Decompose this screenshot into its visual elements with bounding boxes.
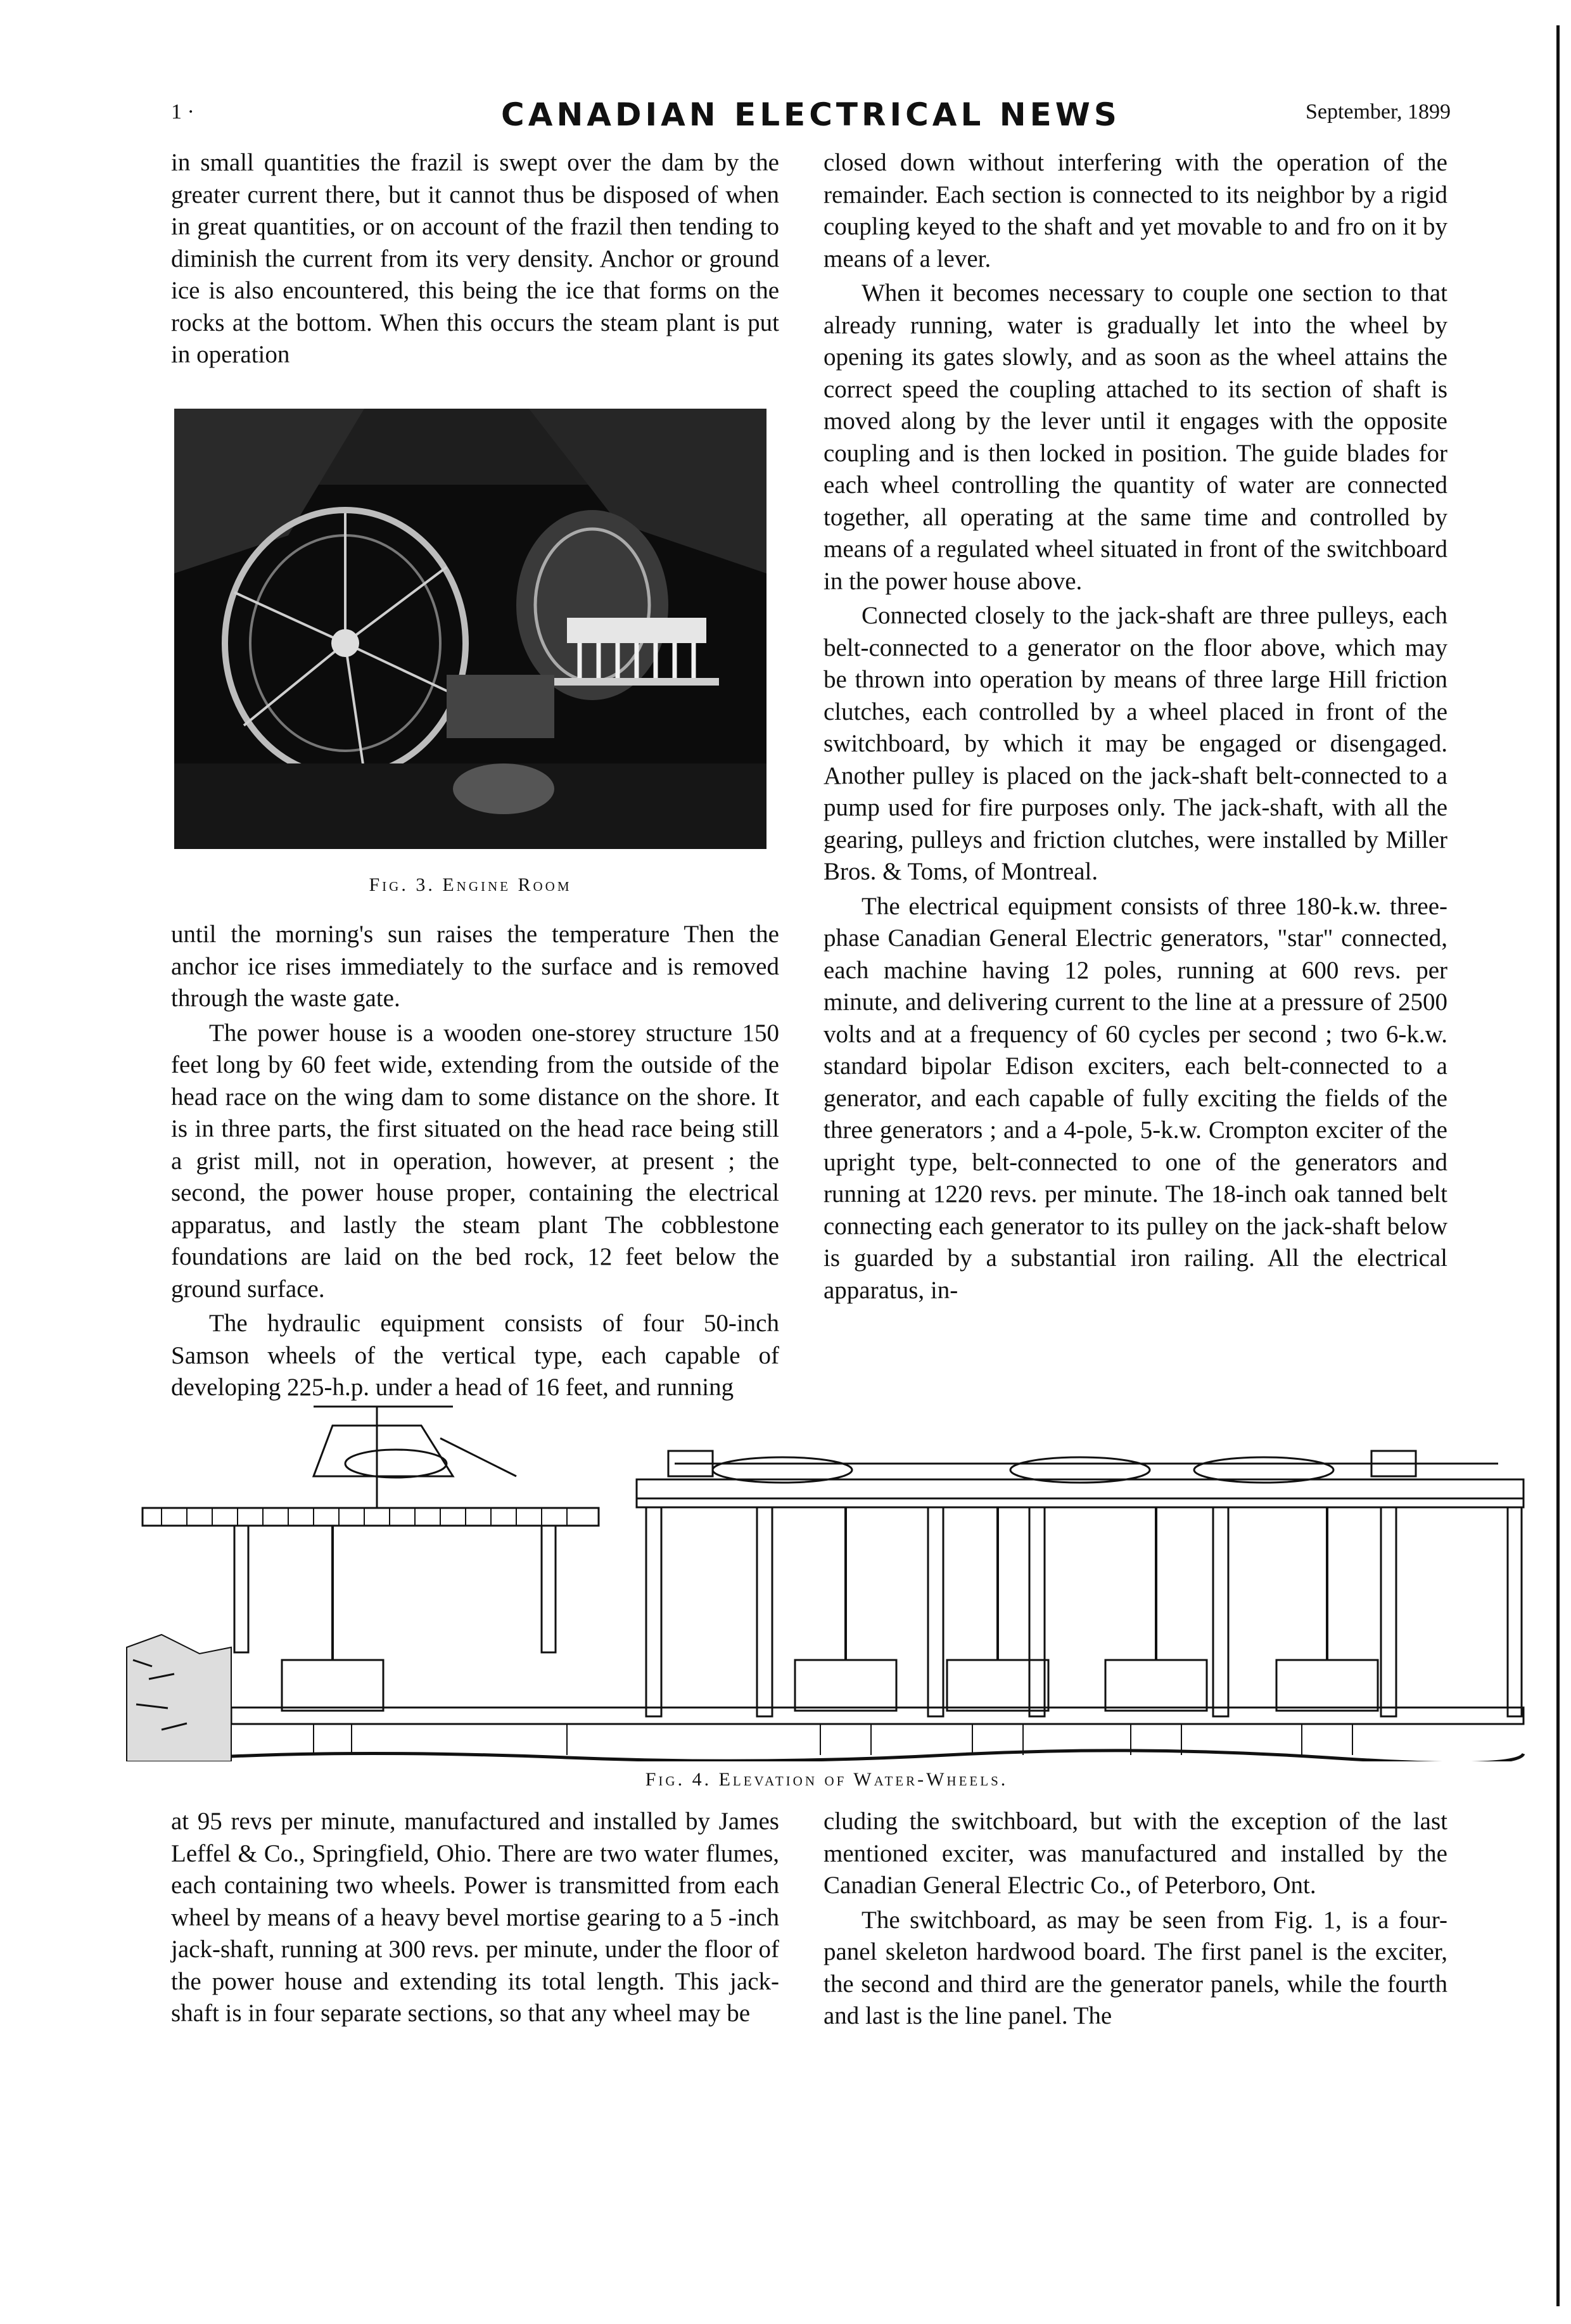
right-column-top xyxy=(824,147,1447,1309)
left-column-top xyxy=(171,147,779,374)
paragraph: until the morning's sun raises the temperature Then the anchor ice rises immediately to the surface and is removed through the waste gate. xyxy=(171,921,779,1012)
paragraph: When it becomes necessary to couple one section to that already running, water is gradually let into the wheel by opening its gates slowly, and as soon as the wheel attains the correct speed the coupling attached to its section of shaft is moved along by the lever until it engages with the opposite coupling and is then locked in position. The guide blades for each wheel controlling the quantity of water are connected together, all operating at the same time and controlled by means of a regulated wheel situated in front of the switchboard in the power house above. xyxy=(824,279,1447,595)
paragraph: closed down without interfering with the operation of the remainder. Each section is connected to its neighbor by a rigid coupling keyed to the shaft and yet movable to and fro on it by means of a lever. xyxy=(824,149,1447,272)
photo-caption: Fig. 3. Engine Room xyxy=(369,874,572,895)
page-header xyxy=(171,96,1451,138)
engine-room-photo xyxy=(174,409,766,849)
paragraph: The switchboard, as may be seen from Fig. 1, is a four-panel skeleton hardwood board. The first panel is the exciter, the second and third are the generator panels, while the fourth and last is the line panel. The xyxy=(824,1906,1447,2029)
diagram-caption: Fig. 4. Elevation of Water-Wheels. xyxy=(645,1769,1008,1790)
paragraph: cluding the switchboard, but with the exception of the last mentioned exciter, was manufactured and installed by the Canadian General Electric Co., of Peterboro, Ont. xyxy=(824,1808,1447,1899)
right-column-bottom xyxy=(824,1806,1447,2035)
left-column-middle xyxy=(171,919,779,1407)
journal-title: CANADIAN ELECTRICAL NEWS xyxy=(501,96,1121,133)
paragraph: Connected closely to the jack-shaft are three pulleys, each belt-connected to a generator on the floor above, which may be thrown into operation by means of three large Hill friction clutches, each controlled by a wheel placed in front of the switchboard, by which it may be engaged or disengaged. Another pulley is placed on the jack-shaft belt-connected to a pump used for fire purposes only. The jack-shaft, with all the gearing, pulleys and friction clutches, were installed by Miller Bros. & Toms, of Montreal. xyxy=(824,602,1447,885)
page-edge-rule xyxy=(1556,25,1560,2306)
issue-date: September, 1899 xyxy=(1305,100,1451,124)
paragraph: The hydraulic equipment consists of four 50-inch Samson wheels of the vertical type, each capable of developing 225-h.p. under a head of 16 feet, and running xyxy=(171,1310,779,1401)
paragraph: The electrical equipment consists of three 180-k.w. three-phase Canadian General Electric generators, "star" connected, each machine having 12 poles, running at 600 revs. per minute, and delivering current to the line at a pressure of 2500 volts and at a frequency of 60 cycles per second ; two 6-k.w. standard bipolar Edison exciters, each belt-connected to a generator, and each capable of fully exciting the fields of the three generators ; and a 4-pole, 5-k.w. Crompton exciter of the upright type, belt-connected to one of the generators and running at 1220 revs. per minute. The 18-inch oak tanned belt connecting each generator to its pulley on the jack-shaft below is guarded by a substantial iron railing. All the electrical apparatus, in- xyxy=(824,892,1447,1304)
left-column-bottom xyxy=(171,1806,779,2033)
water-wheels-elevation-drawing xyxy=(124,1381,1530,1761)
paragraph: The power house is a wooden one-storey structure 150 feet long by 60 feet wide, extending from the outside of the head race on the wing dam to some distance on the shore. It is in three parts, the first situated on the head race being still a grist mill, not in operation, however, at present ; the second, the power house proper, containing the electrical apparatus, and lastly the steam plant The cobblestone foundations are laid on the bed rock, 12 feet below the ground surface. xyxy=(171,1019,779,1303)
page-number: 1 · xyxy=(171,100,194,124)
paragraph: at 95 revs per minute, manufactured and installed by James Leffel & Co., Springfield, Ohio. There are two water flumes, each containing two wheels. Power is transmitted from each wheel by means of a heavy bevel mortise gearing to a 5 -inch jack-shaft, running at 300 revs. per minute, under the floor of the power house and extending its total length. This jack-shaft is in four separate sections, so that any wheel may be xyxy=(171,1808,779,2027)
paragraph: in small quantities the frazil is swept over the dam by the greater current there, but it cannot thus be disposed of when in great quantities, or on account of the frazil then tending to diminish the current from its very density. Anchor or ground ice is also encountered, this being the ice that forms on the rocks at the bottom. When this occurs the steam plant is put in operation xyxy=(171,149,779,368)
